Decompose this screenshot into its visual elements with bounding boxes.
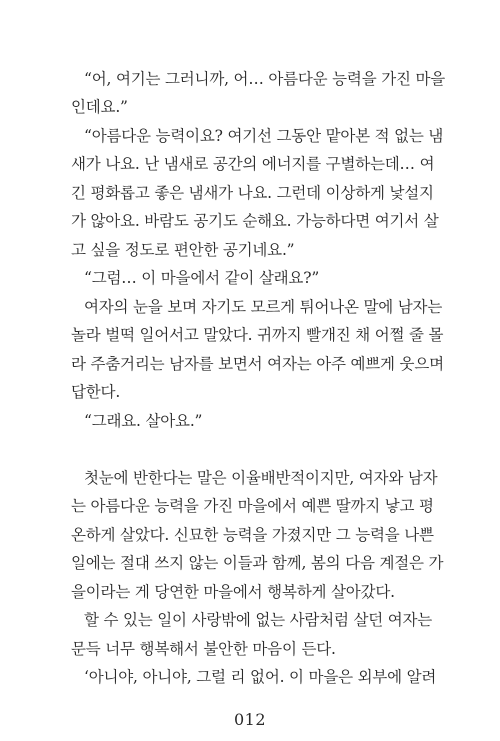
text-line: 가 않아요. 바람도 공기도 순해요. 가능하다면 여기서 살: [71, 212, 439, 230]
text-line: 는 아름다운 능력을 가진 마을에서 예쁜 딸까지 낳고 평: [71, 497, 434, 515]
text-line: 문득 너무 행복해서 불안한 마음이 든다.: [71, 640, 336, 658]
text-line: 긴 평화롭고 좋은 냄새가 나요. 그런데 이상하게 낯설지: [71, 184, 434, 202]
text-line: 첫눈에 반한다는 말은 이율배반적이지만, 여자와 남자: [84, 469, 438, 487]
text-line: 인데요.”: [71, 98, 128, 116]
text-line: 고 싶을 정도로 편안한 공기네요.”: [71, 241, 295, 259]
text-line: 온하게 살았다. 신묘한 능력을 가졌지만 그 능력을 나쁜: [71, 526, 434, 544]
text-line: “어, 여기는 그러니까, 어… 아름다운 능력을 가진 마을: [84, 70, 446, 88]
text-line: 일에는 절대 쓰지 않는 이들과 함께, 봄의 다음 계절은 가: [71, 554, 444, 572]
text-line: 라 주춤거리는 남자를 보면서 여자는 아주 예쁘게 웃으며: [71, 355, 444, 373]
text-line: “그래요. 살아요.”: [84, 412, 203, 430]
text-line: “그럼… 이 마을에서 같이 살래요?”: [84, 269, 320, 287]
text-line: 답한다.: [71, 383, 121, 401]
text-line: 여자의 눈을 보며 자기도 모르게 튀어나온 말에 남자는: [84, 298, 443, 316]
page-number: 012: [233, 710, 267, 729]
text-line: 놀라 벌떡 일어서고 말았다. 귀까지 빨개진 채 어쩔 줄 몰: [71, 326, 444, 344]
text-line: ‘아니야, 아니야, 그럴 리 없어. 이 마을은 외부에 알려: [84, 668, 437, 686]
text-line: 할 수 있는 일이 사랑밖에 없는 사람처럼 살던 여자는: [84, 611, 433, 629]
text-line: “아름다운 능력이요? 여기선 그동안 맡아본 적 없는 냄: [84, 127, 444, 145]
text-line: 새가 나요. 난 냄새로 공간의 에너지를 구별하는데… 여: [71, 155, 435, 173]
text-line: 을이라는 게 당연한 마을에서 행복하게 살아갔다.: [71, 583, 395, 601]
